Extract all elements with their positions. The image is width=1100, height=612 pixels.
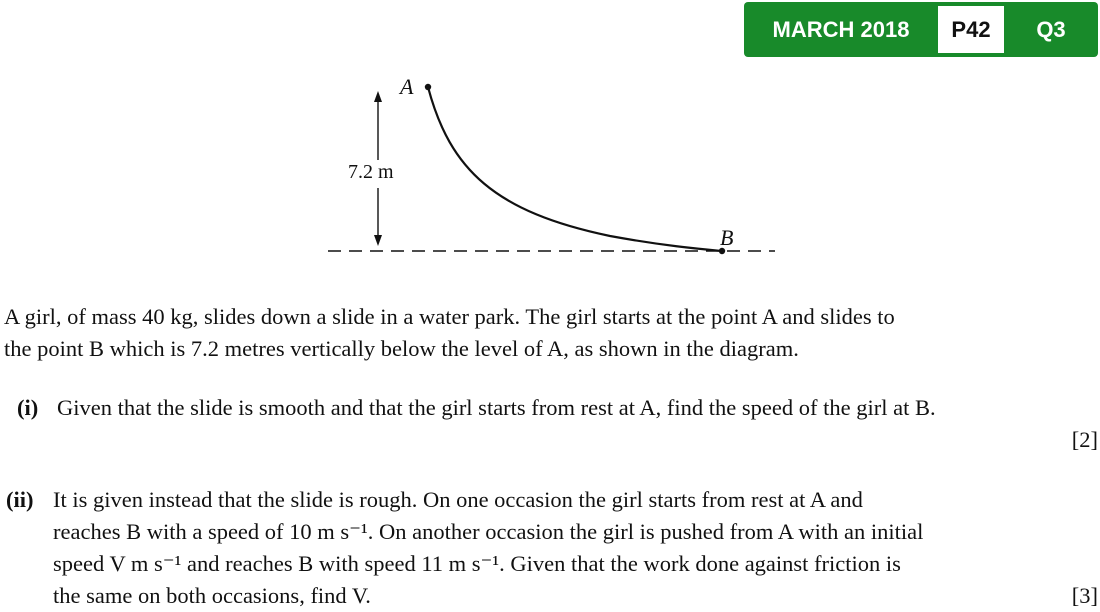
- part-ii: [6, 484, 1098, 612]
- part-i-text: Given that the slide is smooth and that the girl starts from rest at A, find the speed of the girl at B.: [57, 395, 936, 420]
- height-arrow-up-head: [374, 91, 382, 102]
- part-ii-line-3: speed V m s⁻¹ and reaches B with speed 11 m s⁻¹. Given that the work done against friction is: [53, 551, 901, 576]
- part-ii-line-1: It is given instead that the slide is rough. On one occasion the girl starts from rest at A and: [53, 487, 863, 512]
- intro-line-1: A girl, of mass 40 kg, slides down a slide in a water park. The girl starts at the point A and slides to: [4, 304, 895, 329]
- question-number-label: Q3: [1036, 16, 1066, 42]
- part-ii-label: (ii): [6, 487, 34, 512]
- paper-code-label: P42: [938, 6, 1004, 53]
- height-label: 7.2 m: [348, 161, 394, 183]
- point-a-label: A: [400, 74, 414, 99]
- point-a-dot: [425, 84, 431, 90]
- part-ii-line-4: the same on both occasions, find V.: [53, 583, 371, 608]
- part-i: [17, 392, 1098, 456]
- part-ii-line-2: reaches B with a speed of 10 m s⁻¹. On another occasion the girl is pushed from A with an initial: [53, 519, 924, 544]
- height-arrow-down-head: [374, 235, 382, 246]
- exam-session-label: MARCH 2018: [772, 16, 910, 42]
- slide-diagram: [0, 0, 1100, 280]
- intro-line-2: the point B which is 7.2 metres vertically below the level of A, as shown in the diagram.: [4, 336, 799, 361]
- question-intro: [4, 301, 1098, 365]
- part-i-marks: [2]: [1071, 427, 1098, 452]
- part-ii-marks: [3]: [1071, 583, 1098, 608]
- part-i-label: (i): [17, 395, 39, 420]
- point-b-label: B: [720, 225, 734, 250]
- slide-curve: [428, 87, 722, 251]
